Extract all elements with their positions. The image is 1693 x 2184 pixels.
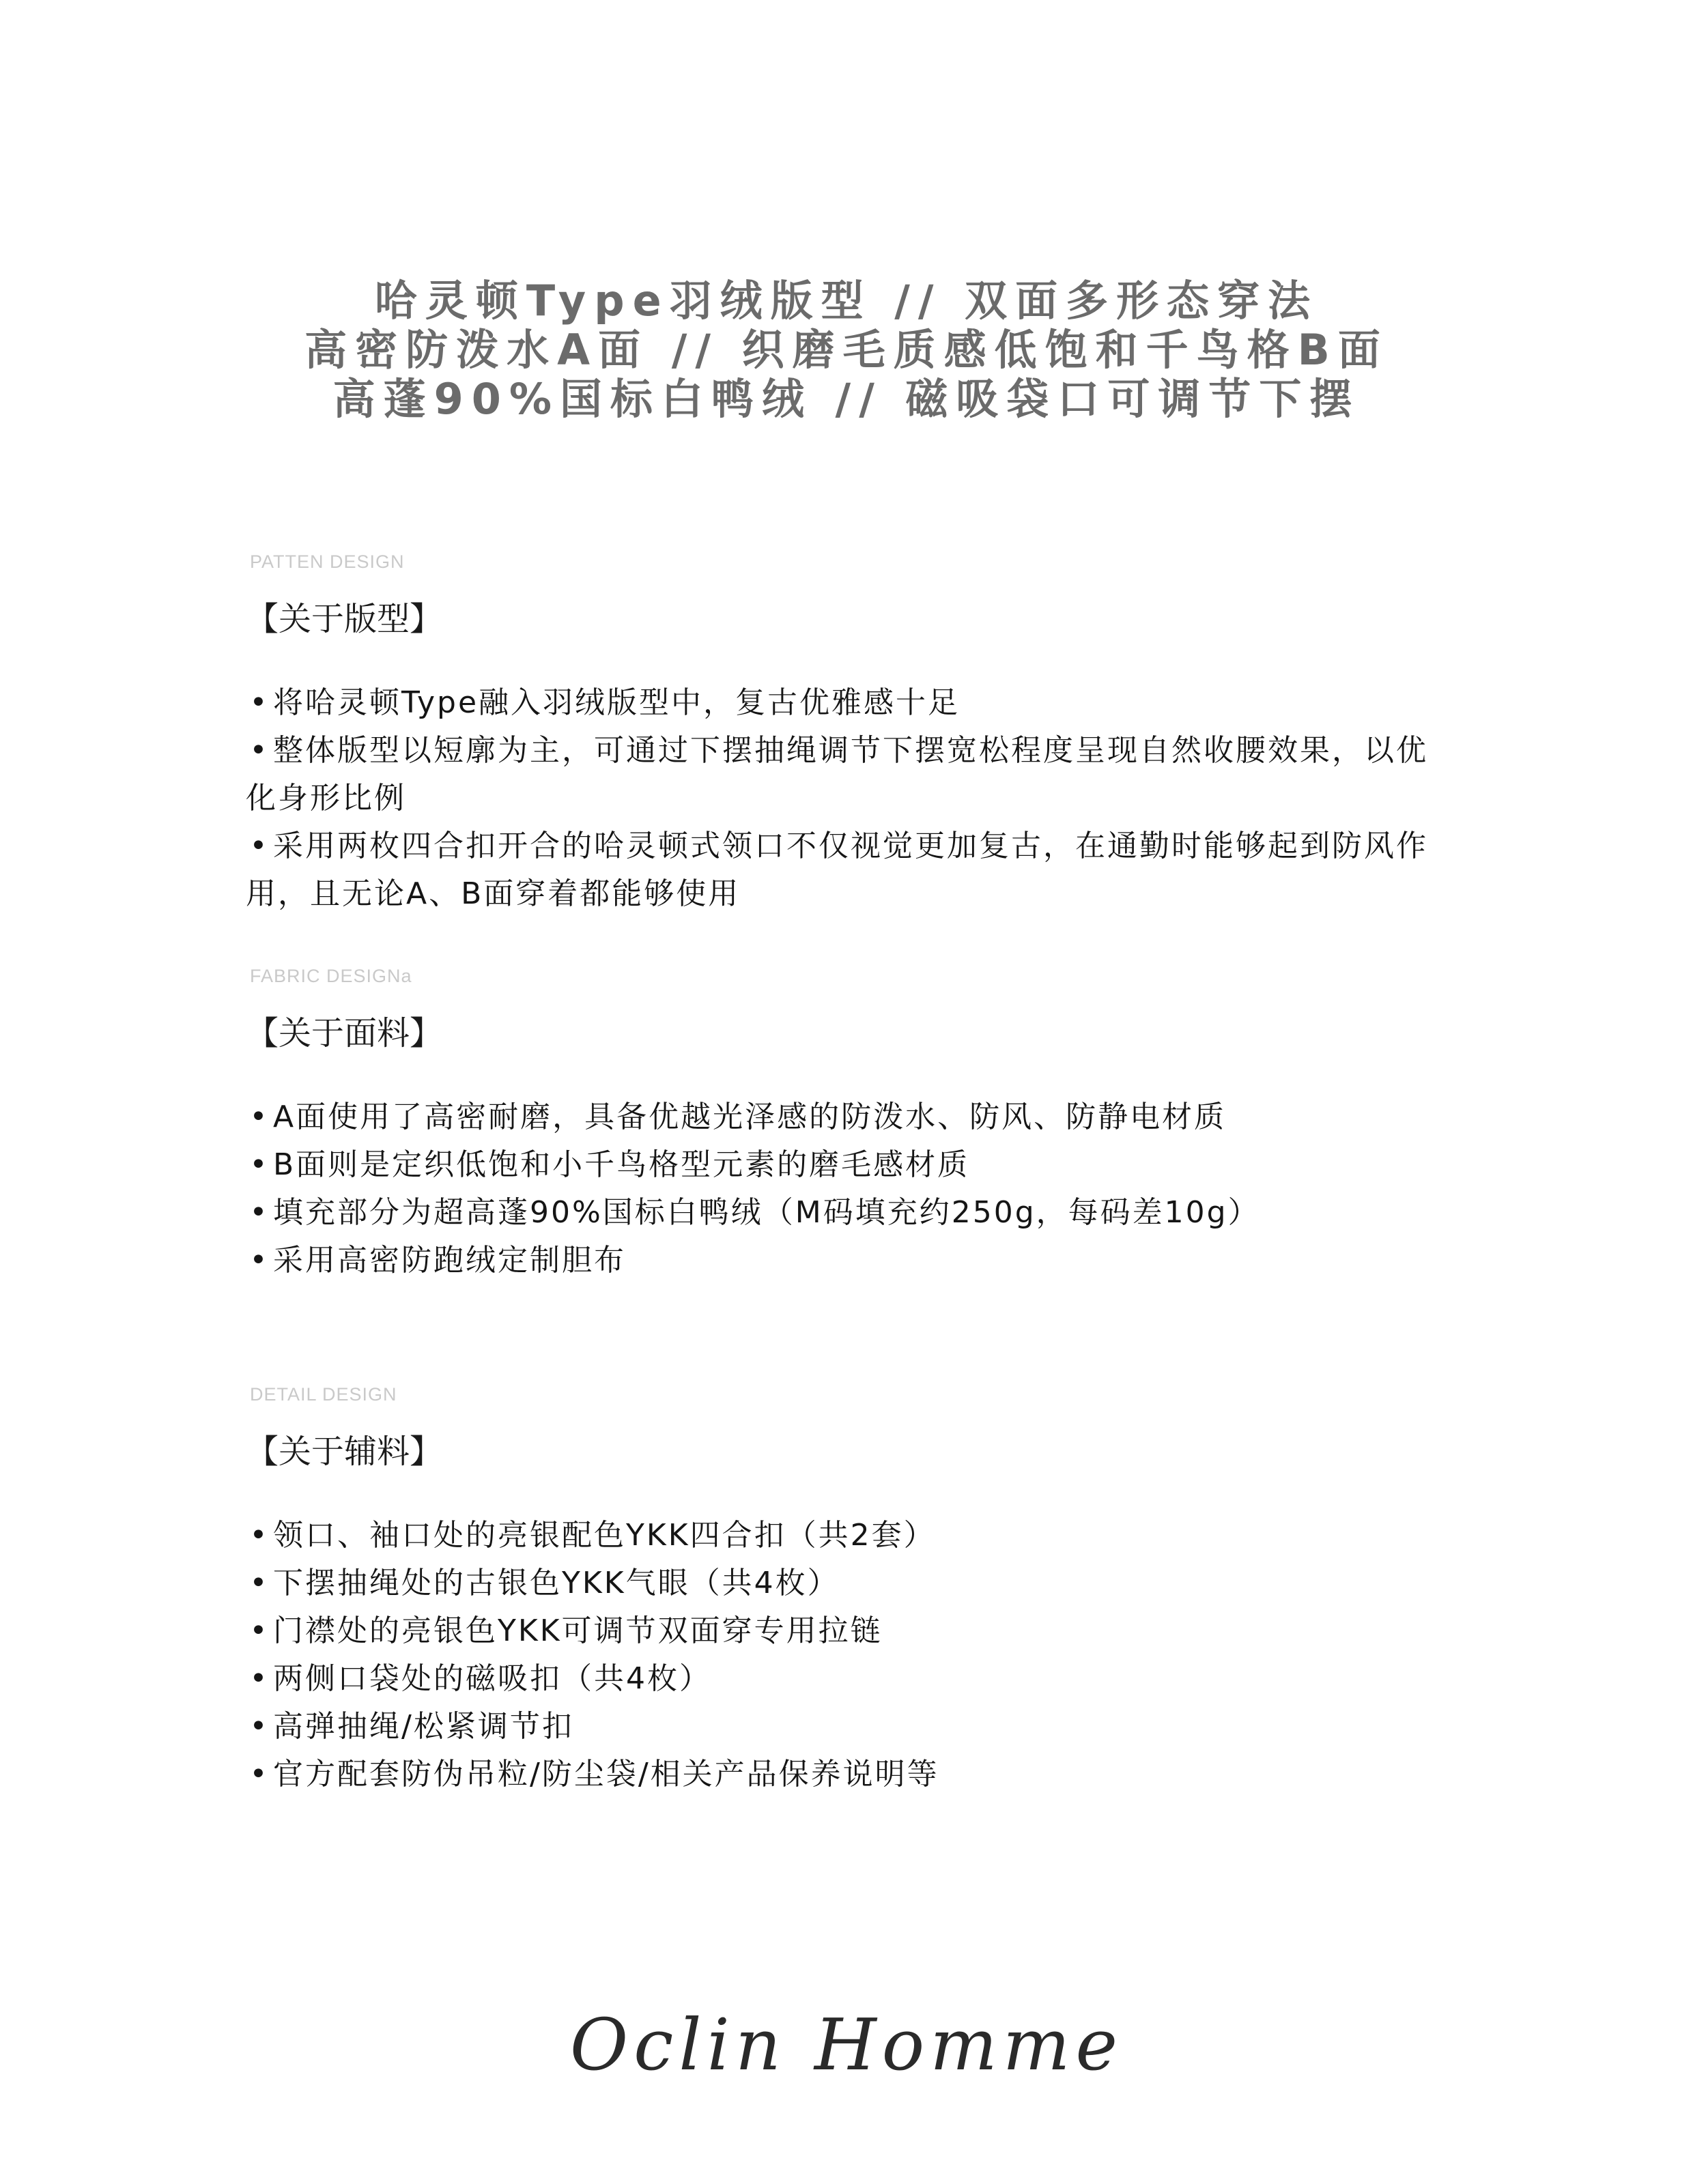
- bullet-list: [246, 1093, 1543, 1284]
- list-item: [246, 1093, 1543, 1141]
- bullet-dot: •: [249, 1757, 270, 1792]
- list-item-text: 采用高密防跑绒定制胆布: [273, 1243, 626, 1278]
- section-label: PATTEN DESIGN: [250, 551, 405, 572]
- section-pattern: [246, 551, 1543, 918]
- bullet-dot: •: [249, 685, 270, 720]
- bullet-dot: •: [249, 1613, 270, 1648]
- list-item-text: 采用两枚四合扣开合的哈灵顿式领口不仅视觉更加复古，在通勤时能够起到防风作用，且无论A、B面穿着都能够使用: [246, 829, 1428, 911]
- section-fabric: [246, 966, 1543, 1284]
- headline: [0, 276, 1693, 424]
- list-item-text: 填充部分为超高蓬90%国标白鸭绒（M码填充约250g，每码差10g）: [273, 1195, 1260, 1230]
- list-item: [246, 679, 1543, 727]
- section-label: DETAIL DESIGN: [250, 1384, 397, 1405]
- headline-line-2: 高密防泼水A面 // 织磨毛质感低饱和千鸟格B面: [304, 325, 1389, 375]
- section-title: 【关于辅料】: [246, 1433, 443, 1471]
- list-item: [246, 1703, 1543, 1751]
- bullet-dot: •: [249, 1518, 270, 1553]
- bullet-dot: •: [249, 1243, 270, 1278]
- list-item-text: A面使用了高密耐磨，具备优越光泽感的防泼水、防风、防静电材质: [273, 1100, 1227, 1134]
- list-item: [246, 822, 1447, 918]
- list-item-text: 整体版型以短廓为主，可通过下摆抽绳调节下摆宽松程度呈现自然收腰效果，以优化身形比例: [246, 733, 1428, 816]
- list-item: [246, 1751, 1543, 1798]
- list-item: [246, 1655, 1543, 1703]
- section-title: 【关于版型】: [246, 600, 443, 638]
- bullet-dot: •: [249, 1195, 270, 1230]
- list-item: [246, 1189, 1543, 1237]
- list-item-text: 领口、袖口处的亮银配色YKK四合扣（共2套）: [273, 1518, 936, 1553]
- brand-logo-text: Oclin Homme: [569, 2003, 1124, 2086]
- bullet-dot: •: [249, 1661, 270, 1696]
- list-item: [246, 727, 1447, 822]
- list-item-text: 官方配套防伪吊粒/防尘袋/相关产品保养说明等: [273, 1757, 939, 1792]
- section-detail: [246, 1384, 1543, 1798]
- bullet-dot: •: [249, 733, 270, 768]
- list-item: [246, 1607, 1543, 1655]
- bullet-dot: •: [249, 1709, 270, 1744]
- section-title: 【关于面料】: [246, 1014, 443, 1052]
- list-item-text: 两侧口袋处的磁吸扣（共4枚）: [273, 1661, 711, 1696]
- brand-logo: [0, 2003, 1693, 2086]
- bullet-dot: •: [249, 1147, 270, 1182]
- bullet-dot: •: [249, 829, 270, 863]
- list-item: [246, 1141, 1543, 1189]
- headline-line-3: 高蓬90%国标白鸭绒 // 磁吸袋口可调节下摆: [332, 374, 1361, 424]
- list-item-text: 高弹抽绳/松紧调节扣: [273, 1709, 574, 1744]
- bullet-dot: •: [249, 1566, 270, 1600]
- section-label: FABRIC DESIGNa: [250, 966, 412, 986]
- headline-line-1: 哈灵顿Type羽绒版型 // 双面多形态穿法: [374, 276, 1319, 326]
- list-item-text: 下摆抽绳处的古银色YKK气眼（共4枚）: [273, 1566, 840, 1600]
- list-item: [246, 1512, 1543, 1560]
- list-item-text: B面则是定织低饱和小千鸟格型元素的磨毛感材质: [273, 1147, 970, 1182]
- bullet-list: [246, 679, 1543, 918]
- bullet-list: [246, 1512, 1543, 1798]
- list-item: [246, 1560, 1543, 1607]
- list-item-text: 将哈灵顿Type融入羽绒版型中，复古优雅感十足: [273, 685, 961, 720]
- list-item-text: 门襟处的亮银色YKK可调节双面穿专用拉链: [273, 1613, 883, 1648]
- bullet-dot: •: [249, 1100, 270, 1134]
- list-item: [246, 1237, 1543, 1284]
